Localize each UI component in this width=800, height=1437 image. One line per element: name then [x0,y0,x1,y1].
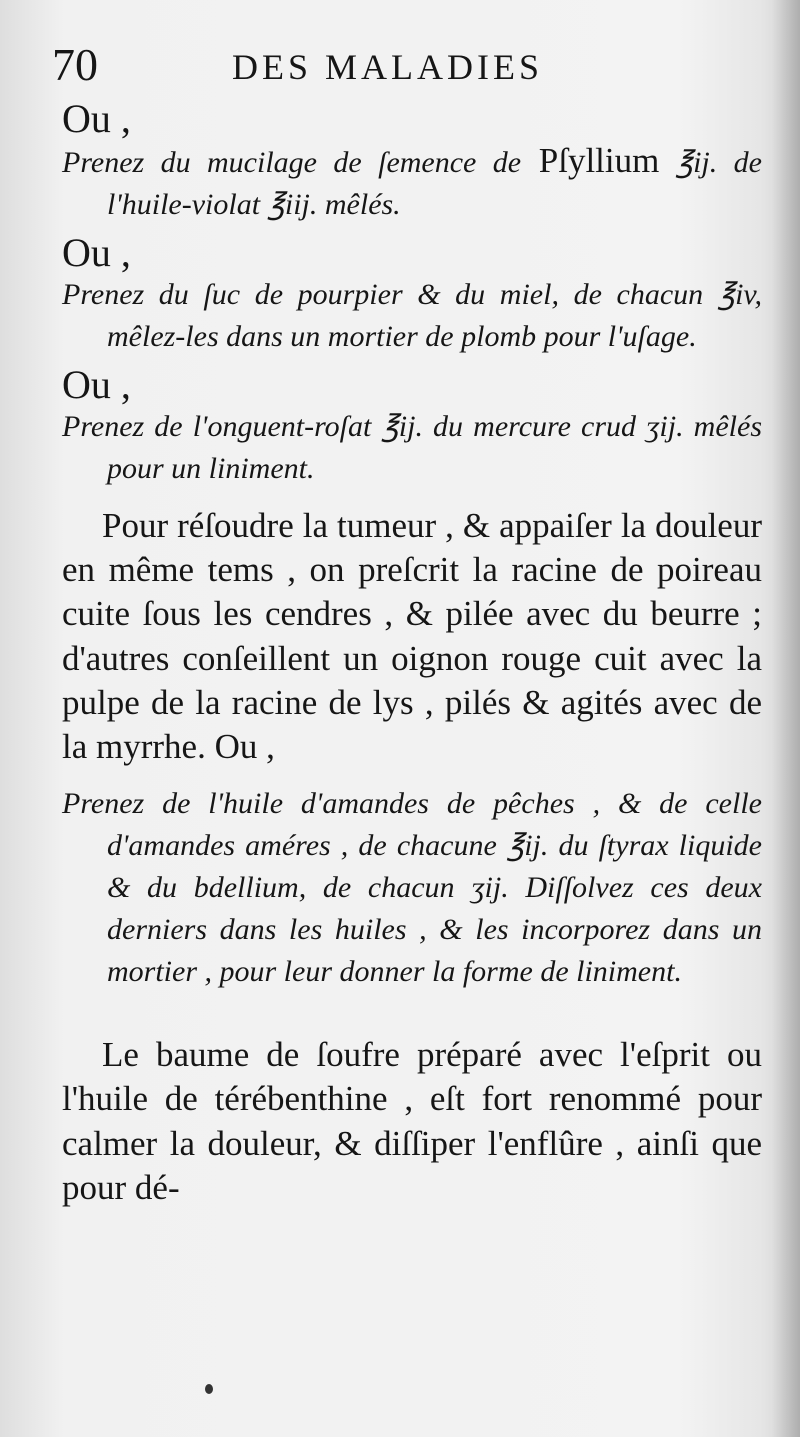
recipe-psyllium [62,140,762,226]
page-gutter-shadow [772,0,800,1437]
ou-line: Ou , [62,230,131,275]
ink-speck-mark [205,1384,213,1394]
paragraph-baume-soufre: Le baume de ſoufre préparé avec l'eſprit ou l'huile de térébenthine , eſt fort renommé pour calmer la douleur, & diſſiper l'enflûre , ainſi que pour dé- [62,1035,762,1207]
ou-line: Ou , [62,96,131,141]
page-header [52,38,752,98]
recipe-roman-word: Pſyllium [521,141,660,180]
recipe-text: Prenez du mucilage de ſemence de [62,146,522,179]
paragraph-resoudre: Pour réſoudre la tumeur , & appaiſer la douleur en même tems , on preſcrit la racine de poireau cuite ſous les cendres , & pilée avec du beurre ; d'autres conſeillent un oignon rouge cuit avec la pulpe de la racine de lys , pilés & agités avec de la myrrhe. Ou , [62,506,762,767]
page-body [62,98,762,1210]
page-number: 70 [52,39,98,90]
recipe-pourpier: Prenez du ſuc de pourpier & du miel, de chacun ℥iv, mêlez-les dans un mortier de plomb pour l'uſage. [62,278,762,353]
ou-line: Ou , [62,362,131,407]
recipe-amandes: Prenez de l'huile d'amandes de pêches , & de celle d'amandes améres , de chacune ℥ij. du ſtyrax liquide & du bdellium, de chacun ʒij. Diſſolvez ces deux derniers dans les huiles , & les incorporez dans un mortier , pour leur donner la forme de liniment. [62,787,762,989]
running-head: DES MALADIES [232,47,544,87]
recipe-onguent-rosat: Prenez de l'onguent-roſat ℥ij. du mercure crud ʒij. mêlés pour un liniment. [62,410,762,485]
recipe-tail: ℥ij. de l'huile-violat ℥iij. mêlés. [107,146,762,221]
